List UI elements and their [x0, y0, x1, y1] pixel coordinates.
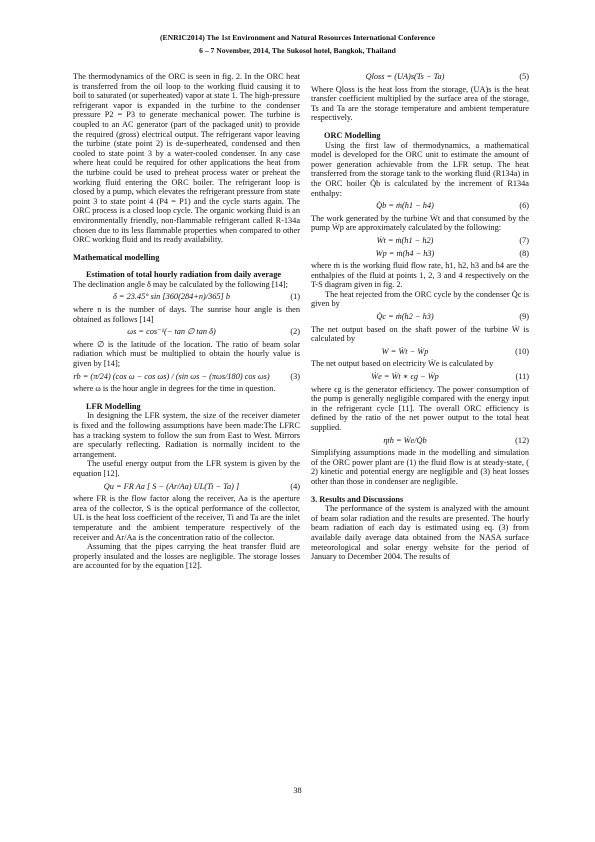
conference-header: [0, 31, 595, 57]
section-heading-results: 3. Results and Discussions: [311, 494, 404, 504]
flow-rate-paragraph: where ṁ is the working fluid flow rate, h1, h2, h3 and h4 are the enthalpies of the fluid at points 1, 2, 3 and 4 respectively on the T-S diagram given in fig. 2.: [311, 261, 529, 290]
results-paragraph: The performance of the system is analyzed with the amount of beam solar radiation and the results are presented. The hourly beam radiation of each day is estimated using eq. (3) from available daily average data obtained from the NASA surface meteorological and solar energy website for the period of January to December 2004. The results of: [311, 504, 529, 562]
subsection-heading-radiation: Estimation of total hourly radiation from daily average: [86, 270, 282, 280]
equation-7-body: Ẇt = ṁ(h1 − h2): [376, 235, 434, 245]
turbine-work-paragraph: The work generated by the turbine Ẇt and that consumed by the pump Ẇp are approximately calculated by the following:: [311, 213, 529, 233]
latitude-paragraph: where ∅ is the latitude of the location. The ratio of beam solar radiation which must be multiplied to obtain the hourly value is given by [14];: [73, 339, 300, 369]
equation-9-number: (9): [519, 312, 529, 322]
subsection-heading-lfr: LFR Modelling: [86, 401, 141, 411]
equation-2: [73, 327, 300, 337]
equation-9: [311, 312, 529, 322]
equation-11-body: Ẇe = Ẇt ∗ ϵg − Ẇp: [371, 372, 439, 382]
equation-1-body: δ = 23.45° sin [360(284+n)/365] b: [112, 292, 230, 302]
equation-3-number: (3): [290, 371, 300, 381]
lfr-energy-paragraph: The useful energy output from the LFR system is given by the equation [12].: [73, 459, 300, 478]
equation-12: [311, 436, 529, 446]
lfr-design-paragraph: In designing the LFR system, the size of the receiver diameter is fixed and the following assumptions have been made:The LFRC has a tracking system to follow the sun from East to West. Mirrors are specularly reflecting. Radiation is normally incident to the arrangement.: [73, 411, 300, 459]
equation-10-number: (10): [515, 346, 529, 356]
equation-8-body: Wp = ṁ(h4 − h3): [375, 248, 435, 258]
condenser-heat-paragraph: The heat rejected from the ORC cycle by the condenser Q̇c is given by: [311, 289, 529, 309]
equation-4-number: (4): [290, 481, 300, 491]
orc-thermodynamics-paragraph: The thermodynamics of the ORC is seen in fig. 2. In the ORC heat is transferred from the oil loop to the working fluid causing it to boil to saturated (or superheated) vapor at state 1. The high-pressure refrigerant vapor is expanded in the turbine to the condenser pressure P2 = P3 to generate mechanical power. The turbine is coupled to an AC generator (part of the packaged unit) to provide the required (gross) electrical output. The refrigerant vapor leaving the turbine (state point 2) is de-superheated, condensed and then cooled to state point 3 by a water-cooled condenser. In any case where heat could be required for other applications the heat from the turbine could be used to preheat process water or preheat the working fluid entering the ORC boiler. The refrigerant loop is closed by a pump, which elevates the refrigerant pressure from state point 3 to state point 4 (P4 = P1) and the cycle starts again. The ORC process is a closed loop cycle. The organic working fluid is an environmentally friendly, non-flammable refrigerant called R-134a chosen due to its less flammable properties when compared to other ORC working fluid and its ready availability.: [73, 72, 300, 245]
equation-10-body: W = Ẇt − Ẇp: [381, 346, 429, 356]
equation-3-body: rb = (π/24) (cos ω − cos ωs) / (sin ωs − (πωs/180) cos ωs): [73, 371, 270, 381]
equation-2-number: (2): [290, 327, 300, 337]
equation-11: [311, 372, 529, 382]
flow-factor-paragraph: where FR is the flow factor along the receiver, Aa is the aperture area of the collector, S is the optical performance of the collector, UL is the heat loss coefficient of the receiver, Ti and Ta are the inlet temperature and the ambient temperature respectively of the receiver and Ar/Aa is the concentration ratio of the collector.: [73, 494, 300, 542]
section-heading-math-modelling: Mathematical modelling: [73, 252, 160, 262]
storage-loss-paragraph: Assuming that the pipes carrying the heat transfer fluid are properly insulated and the losses are negligible. The storage losses are accounted for by the equation [12].: [73, 542, 300, 571]
equation-1-number: (1): [290, 292, 300, 302]
left-column: [73, 72, 300, 571]
equation-5: [311, 72, 529, 82]
equation-2-body: ωs = cos⁻¹(− tan ∅ tan δ): [127, 327, 216, 337]
equation-6-body: Q̇b = ṁ(h1 − h4): [376, 201, 434, 211]
equation-9-body: Q̇c = ṁ(h2 − h3): [376, 312, 434, 322]
equation-12-body: ηth = Ẇe/Q̇b: [383, 435, 427, 445]
declination-paragraph: The declination angle δ may be calculated by the following [14];: [73, 279, 288, 289]
equation-8: [311, 249, 529, 259]
shaft-power-paragraph: The net output based on the shaft power of the turbine Ẇ is calculated by: [311, 324, 529, 344]
equation-4: [73, 482, 300, 492]
orc-model-paragraph: Using the first law of thermodynamics, a mathematical model is developed for the ORC unit to estimate the amount of power generation achievable from the LFR setup. The heat transferred from the storage tank to the working fluid (R134a) in the ORC boiler Q̇b is calculated by the increment of R134a enthalpy:: [311, 140, 529, 198]
equation-7: [311, 236, 529, 246]
equation-1: [73, 292, 300, 302]
equation-5-number: (5): [519, 72, 529, 81]
equation-5-body: Qloss = (UA)s(Ts − Ta): [365, 72, 445, 81]
equation-7-number: (7): [519, 235, 529, 245]
electric-output-paragraph: The net output based on electricity Ẇe is calculated by: [311, 359, 494, 369]
generator-efficiency-paragraph: where ϵg is the generator efficiency. The power consumption of the pump is generally negligible compared with the energy input in the refrigerant cycle [11]. The overall ORC efficiency is defined by the ratio of the net power output to the total heat supplied.: [311, 384, 529, 432]
heat-loss-paragraph: Where Qloss is the heat loss from the storage, (UA)s is the heat transfer coefficient multiplied by the surface area of the storage, Ts and Ta are the storage temperature and ambient temperature respectively.: [311, 84, 529, 123]
header-line-1: (ENRIC2014) The 1st Environment and Natural Resources International Conference: [160, 33, 435, 42]
right-column: [311, 72, 529, 562]
equation-12-number: (12): [515, 435, 529, 445]
hour-angle-paragraph: where ω is the hour angle in degrees for the time in question.: [73, 384, 276, 394]
subsection-heading-orc: ORC Modelling: [324, 130, 381, 140]
sunrise-angle-paragraph: where n is the number of days. The sunrise hour angle is then obtained as follows [14]: [73, 305, 300, 324]
equation-6-number: (6): [519, 201, 529, 211]
equation-8-number: (8): [519, 248, 529, 258]
equation-3: [73, 372, 300, 382]
equation-6: [311, 201, 529, 211]
page-number: 38: [293, 786, 302, 795]
equation-11-number: (11): [515, 372, 529, 382]
equation-10: [311, 347, 529, 357]
header-line-2: 6 – 7 November, 2014, The Sukosol hotel, Bangkok, Thailand: [199, 46, 396, 55]
assumptions-paragraph: Simplifying assumptions made in the modelling and simulation of the ORC power plant are (1) the fluid flow is at steady-state, ( 2) kinetic and potential energy are negligible and (3) heat losses other than those in condenser are negligible.: [311, 448, 529, 486]
equation-4-body: Qu = FR Aa [ S − (Ar/Aa) UL(Ti − Ta) ]: [103, 481, 240, 491]
